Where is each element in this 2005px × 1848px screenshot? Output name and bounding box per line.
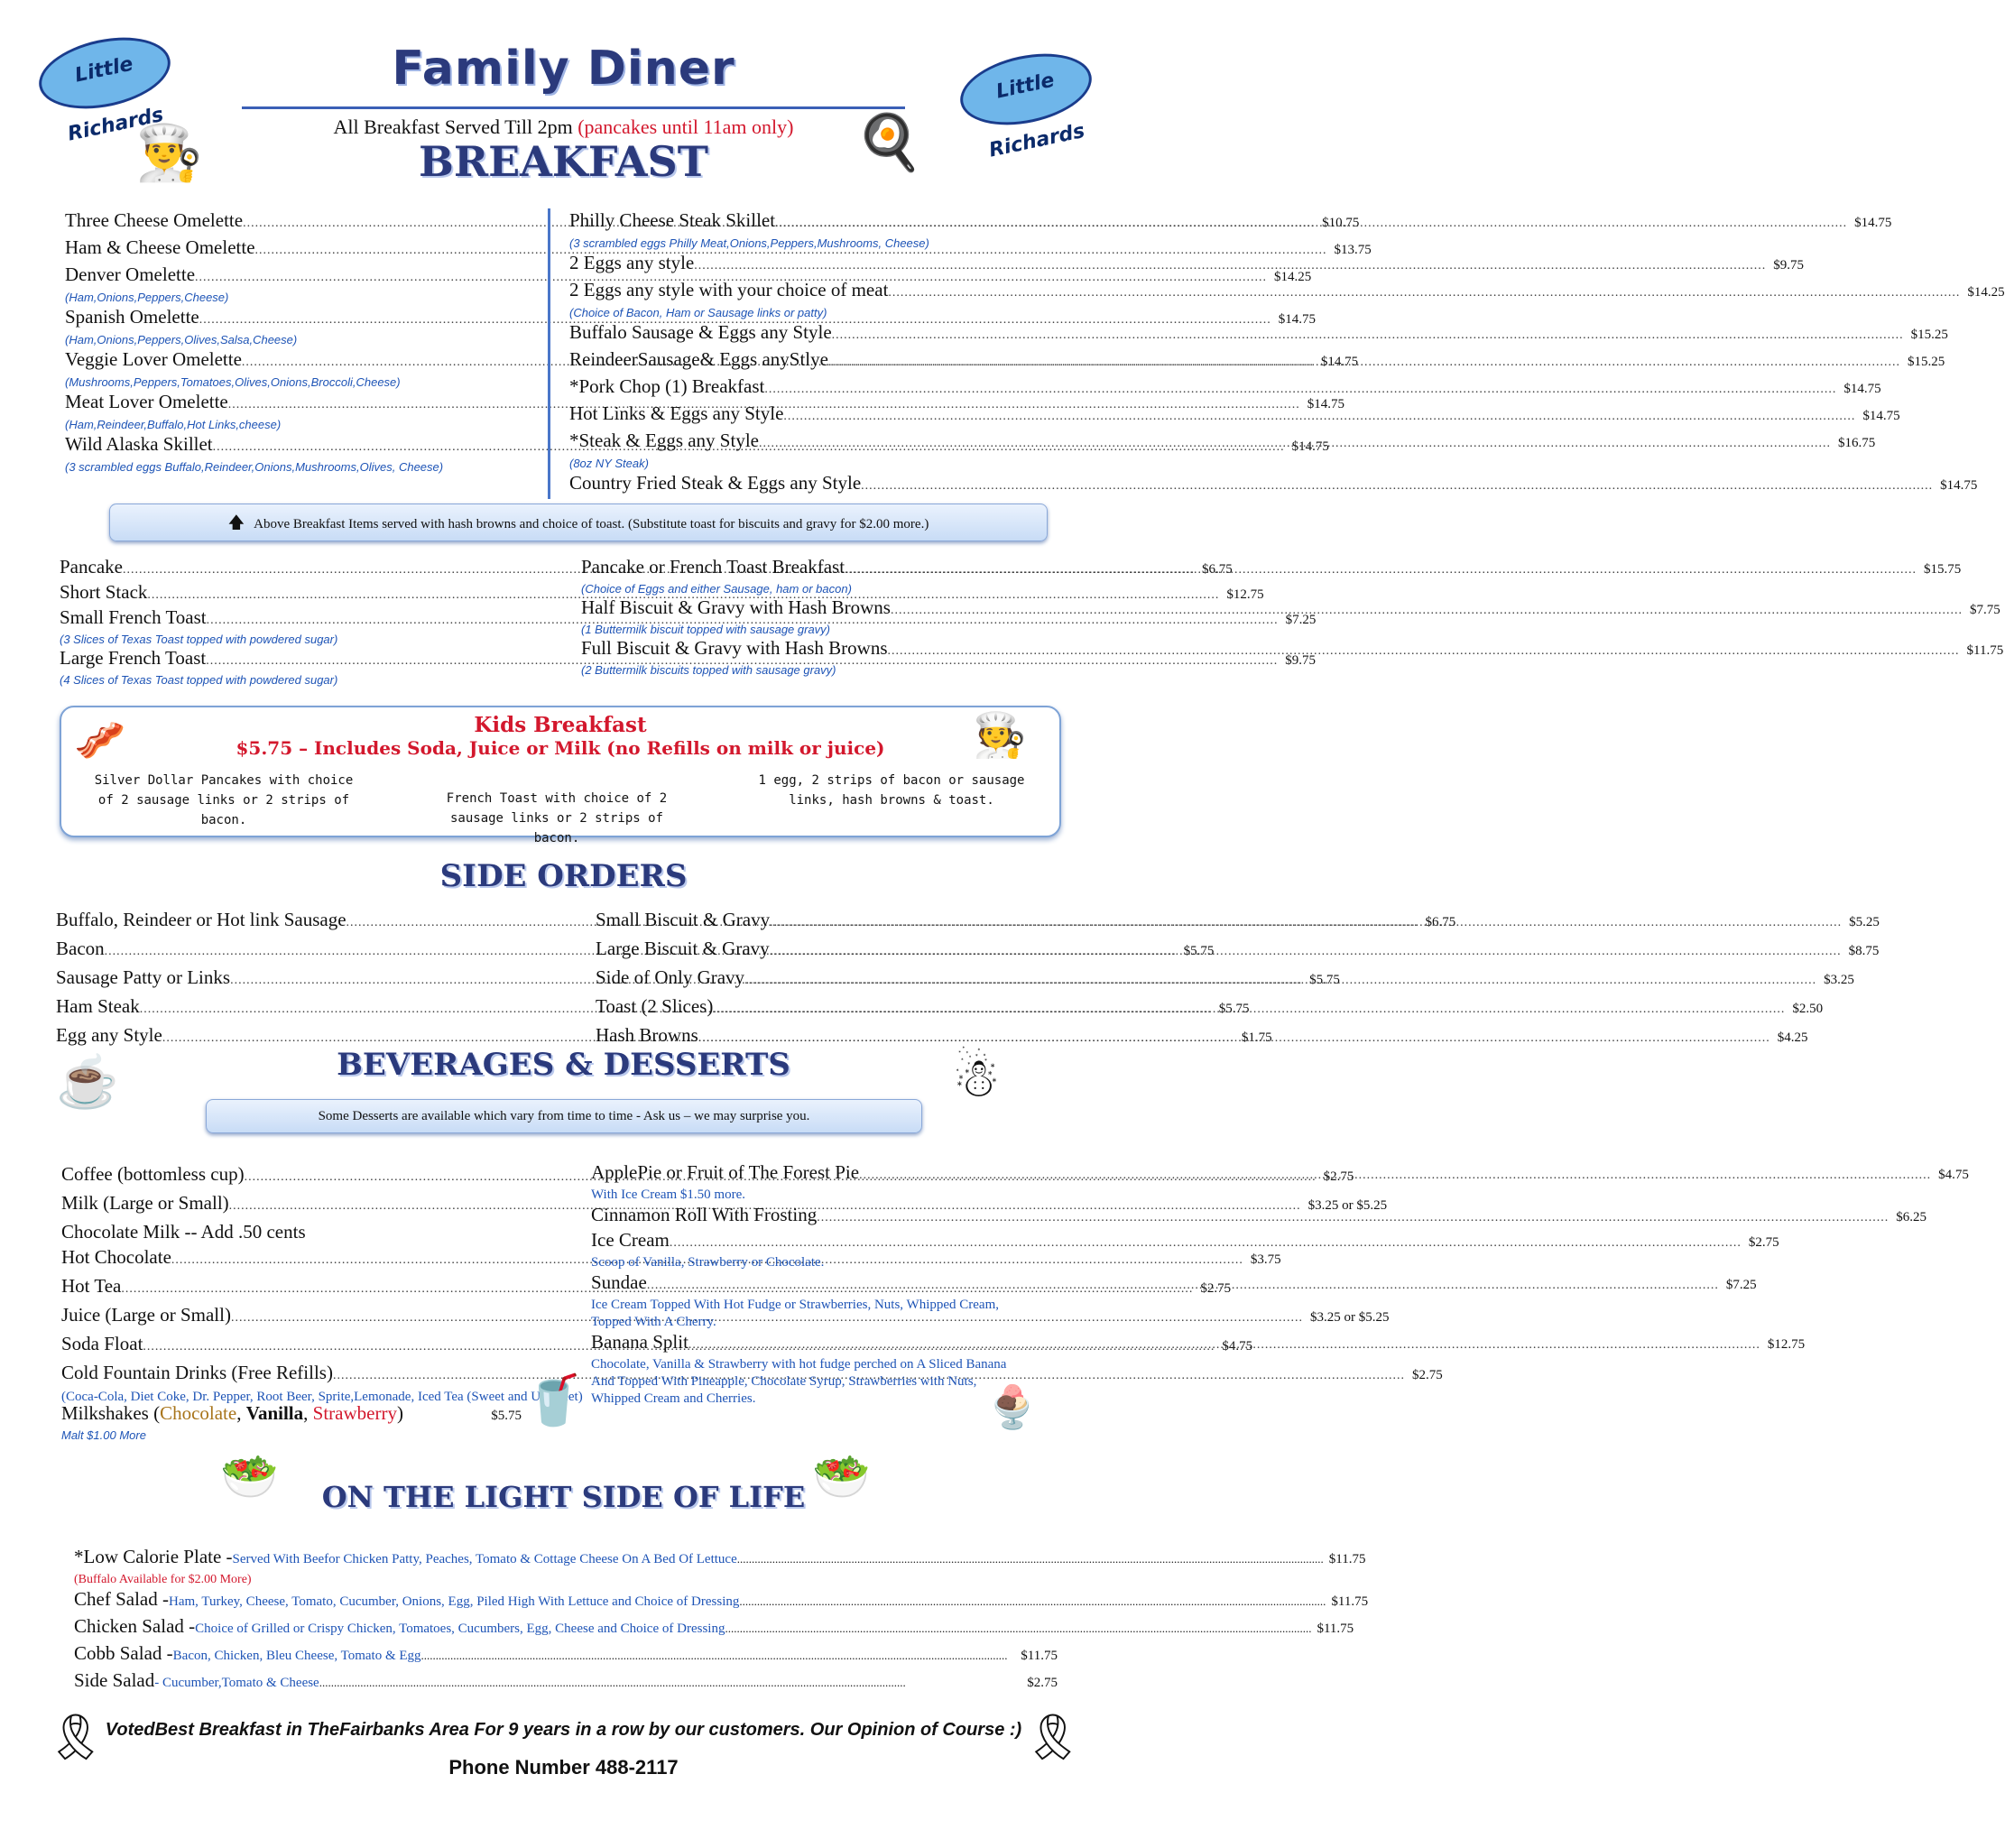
item-name: Chocolate Milk -- Add .50 cents	[61, 1221, 306, 1243]
item-price: $6.25	[1896, 1210, 1926, 1224]
item-name: Short Stack	[60, 581, 148, 603]
hashbrown-note-bar	[109, 504, 1048, 541]
item-price: $3.25 or $5.25	[1307, 1198, 1388, 1213]
ribbon-icon-right: 🎗	[1024, 1712, 1082, 1762]
item-price: $3.25 or $5.25	[1309, 1310, 1390, 1325]
item-price: $5.75	[1218, 1002, 1250, 1016]
item-price: $14.75	[1940, 478, 1978, 493]
kids-option-pancakes: Silver Dollar Pancakes with choice of 2 sausage links or 2 strips of bacon.	[94, 773, 354, 827]
item-name: Large French Toast	[60, 647, 207, 669]
item-name: Cinnamon Roll With Frosting	[591, 1204, 818, 1225]
item-price: $4.25	[1777, 1030, 1808, 1045]
item-name: Soda Float	[61, 1333, 143, 1354]
breakfast-heading: BREAKFAST	[419, 137, 708, 186]
item-name: Three Cheese Omelette	[65, 209, 244, 231]
logo-right: Little Richards	[954, 42, 1098, 135]
served-text: All Breakfast Served Till 2pm	[333, 116, 573, 138]
milkshakes-name: Milkshakes (Chocolate, Vanilla, Strawberry)	[61, 1402, 403, 1424]
item-name: Juice (Large or Small)	[61, 1304, 231, 1326]
light-item-name: Chef Salad -	[74, 1588, 169, 1610]
item-name: Pancake or French Toast Breakfast	[581, 556, 845, 578]
item-note: (Ham,Onions,Peppers,Olives,Salsa,Cheese)	[65, 333, 298, 346]
leader-dots	[817, 1206, 1889, 1229]
item-name: Buffalo Sausage & Eggs any Style	[569, 321, 832, 343]
item-name: Large Biscuit & Gravy	[596, 938, 770, 959]
leader-dots	[670, 1232, 1742, 1254]
banana-split-icon: 🍨	[986, 1384, 1039, 1430]
item-price: $4.75	[1222, 1339, 1253, 1354]
item-note: (1 Buttermilk biscuit topped with sausage gravy)	[581, 623, 831, 636]
kids-option-eggs: 1 egg, 2 strips of bacon or sausage links, hash browns & toast.	[758, 773, 1025, 808]
leader-dots	[713, 997, 1785, 1022]
item-name: Coffee (bottomless cup)	[61, 1163, 245, 1185]
light-item	[74, 1614, 1354, 1641]
leader-dots	[770, 910, 1842, 936]
side-orders-heading: SIDE ORDERS	[439, 858, 688, 894]
item-price: $2.75	[1200, 1281, 1232, 1296]
item-price: $14.75	[1320, 355, 1359, 369]
milkshake-icon: 🥤	[523, 1373, 585, 1428]
item-price: $5.75	[1183, 944, 1215, 958]
coffee-pot-icon: ☕	[56, 1055, 119, 1111]
item-price: $14.25	[1274, 270, 1312, 284]
leader-dots: ........................................................................................................................................................................................................	[420, 1649, 1008, 1662]
item-price: $3.75	[1250, 1252, 1281, 1267]
leader-dots	[744, 968, 1816, 993]
menu-item	[569, 471, 1978, 498]
item-price: $4.75	[1938, 1168, 1969, 1182]
light-item-price: $11.75	[1021, 1649, 1058, 1663]
page-title: Family Diner	[392, 42, 735, 96]
item-name: Ice Cream	[591, 1229, 670, 1251]
item-price: $9.75	[1773, 258, 1804, 273]
item-name: Pancake	[60, 556, 123, 578]
kids-subtitle: $5.75 – Includes Soda, Juice or Milk (no Refills on milk or juice)	[236, 737, 885, 759]
leader-dots	[861, 475, 1933, 498]
item-price: $7.25	[1285, 613, 1317, 627]
item-price: $15.75	[1924, 562, 1962, 577]
item-note: (8oz NY Steak)	[569, 457, 649, 470]
leader-dots	[647, 1274, 1719, 1297]
hashbrown-note: Above Breakfast Items served with hash browns and choice of toast. (Substitute toast for biscuits and gravy for $2.00 more.)	[254, 517, 929, 531]
salad-icon-left: 🥗	[220, 1452, 279, 1503]
milkshakes-label: Milkshakes	[61, 1402, 149, 1424]
leader-dots: ........................................................................................................................................................................................................	[319, 1676, 906, 1689]
leader-dots	[764, 378, 1836, 402]
item-note: Ice Cream Topped With Hot Fudge or Strawberries, Nuts, Whipped Cream, Topped With A Cherry.	[591, 1298, 999, 1329]
item-note: (Ham,Reindeer,Buffalo,Hot Links,cheese)	[65, 418, 282, 431]
item-price: $14.75	[1843, 382, 1881, 396]
menu-item	[569, 320, 1948, 347]
item-price: $11.75	[1966, 643, 2004, 658]
flavor-vanilla: Vanilla	[245, 1402, 304, 1424]
item-note: (Choice of Eggs and either Sausage, ham or bacon)	[581, 582, 852, 596]
light-item	[74, 1545, 1366, 1587]
menu-item	[61, 1219, 522, 1244]
bacon-icon: 🥓	[74, 717, 126, 763]
light-item-price: $11.75	[1331, 1594, 1369, 1609]
light-item-name: Chicken Salad -	[74, 1615, 196, 1637]
milkshakes-price: $5.75	[491, 1409, 522, 1423]
item-name: ReindeerSausage& Eggs anyStlye	[569, 348, 828, 370]
item-name: Small French Toast	[60, 606, 207, 628]
title-rule	[242, 106, 905, 109]
arrow-up-icon: 🡅	[227, 513, 245, 531]
item-name: Sundae	[591, 1271, 647, 1293]
item-name: Small Biscuit & Gravy	[596, 909, 771, 930]
light-item-price: $2.75	[1027, 1676, 1058, 1690]
kids-title: Kids Breakfast	[474, 713, 647, 737]
item-price: $2.50	[1792, 1002, 1824, 1016]
light-side-heading: ON THE LIGHT SIDE OF LIFE	[321, 1480, 806, 1514]
leader-dots	[694, 254, 1766, 278]
item-note: Scoop of Vanilla, Strawberry or Chocolate.	[591, 1255, 825, 1270]
item-price: $16.75	[1837, 436, 1876, 450]
light-item-name: Side Salad	[74, 1669, 155, 1691]
light-item	[74, 1587, 1369, 1614]
snowman-icon: ☃	[952, 1049, 1001, 1108]
leader-dots	[759, 432, 1831, 456]
item-name: Ham & Cheese Omelette	[65, 236, 255, 258]
item-name: Milk (Large or Small)	[61, 1192, 229, 1214]
item-name: Hot Links & Eggs any Style	[569, 402, 784, 424]
item-note: (Mushrooms,Peppers,Tomatoes,Olives,Onions,Broccoli,Cheese)	[65, 375, 401, 389]
egg-icon: 🍳	[855, 113, 923, 172]
leader-dots	[832, 324, 1904, 347]
item-name: Ham Steak	[56, 995, 140, 1017]
item-price: $6.75	[1425, 915, 1456, 929]
pancake-note: (pancakes until 11am only)	[577, 116, 794, 138]
item-note: (2 Buttermilk biscuits topped with sausage gravy)	[581, 663, 836, 677]
logo-left: Little Richards	[32, 26, 177, 119]
item-price: $7.75	[1969, 603, 2000, 617]
item-note: (Coca-Cola, Diet Coke, Dr. Pepper, Root Beer, Sprite,Lemonade, Iced Tea (Sweet and Unsweet)	[61, 1390, 583, 1404]
item-price: $7.25	[1725, 1278, 1757, 1292]
item-price: $5.25	[1849, 915, 1880, 929]
item-price: $6.75	[1201, 562, 1233, 577]
light-item-desc: Choice of Grilled or Crispy Chicken, Tomatoes, Cucumbers, Egg, Cheese and Choice of Dressing	[195, 1622, 725, 1636]
item-note: (3 scrambled eggs Buffalo,Reindeer,Onions,Mushrooms,Olives, Cheese)	[65, 460, 444, 474]
item-name: 2 Eggs any style with your choice of meat	[569, 279, 889, 300]
leader-dots	[888, 282, 1960, 305]
item-name: Hot Chocolate	[61, 1246, 171, 1268]
item-name: Hash Browns	[596, 1024, 698, 1046]
item-price: $14.25	[1967, 285, 2005, 300]
ribbon-icon-left: 🎗	[47, 1712, 105, 1762]
menu-item	[569, 402, 1900, 429]
desserts-note: Some Desserts are available which vary from time to time - Ask us – we may surprise you.	[318, 1109, 810, 1123]
item-name: Side of Only Gravy	[596, 966, 745, 988]
menu-item	[569, 374, 1881, 402]
light-item-price: $11.75	[1317, 1622, 1354, 1636]
leader-dots	[845, 559, 1917, 581]
item-name: Denver Omelette	[65, 263, 196, 285]
item-name: Cold Fountain Drinks (Free Refills)	[61, 1362, 333, 1383]
milkshakes-item	[61, 1401, 522, 1443]
light-item-desc: Bacon, Chicken, Bleu Cheese, Tomato & Egg	[172, 1649, 421, 1663]
leader-dots	[783, 405, 1855, 429]
light-item-desc: - Cucumber,Tomato & Cheese	[154, 1676, 319, 1690]
item-price: $14.75	[1854, 216, 1892, 230]
kids-breakfast-box	[60, 706, 1061, 845]
light-item-desc: Ham, Turkey, Cheese, Tomato, Cucumber, Onions, Egg, Piled High With Lettuce and Choice of Dressing	[168, 1594, 740, 1609]
item-note: (3 Slices of Texas Toast topped with powdered sugar)	[60, 633, 338, 646]
salad-icon-right: 🥗	[812, 1452, 871, 1503]
item-price: $15.25	[1910, 328, 1948, 342]
item-price: $14.75	[1307, 397, 1345, 411]
malt-note: Malt $1.00 More	[61, 1428, 146, 1442]
item-price: $3.25	[1824, 973, 1854, 987]
phone-number: Phone Number 488-2117	[448, 1756, 679, 1779]
item-note: With Ice Cream $1.50 more.	[591, 1187, 746, 1202]
flavor-strawberry: Strawberry	[312, 1402, 397, 1424]
cook-icon: 🧑‍🍳	[973, 712, 1027, 760]
item-price: $5.75	[1309, 973, 1340, 987]
light-item-note: (Buffalo Available for $2.00 More)	[74, 1573, 252, 1586]
leader-dots	[859, 1164, 1931, 1187]
item-price: $12.75	[1767, 1337, 1806, 1352]
light-item-name: Cobb Salad -	[74, 1642, 173, 1664]
item-price: $10.75	[1322, 216, 1360, 230]
item-note: (4 Slices of Texas Toast topped with powdered sugar)	[60, 673, 338, 687]
item-note: (Ham,Onions,Peppers,Cheese)	[65, 291, 229, 304]
item-name: Buffalo, Reindeer or Hot link Sausage	[56, 909, 346, 930]
leader-dots: ........................................................................................................................................................................................................	[725, 1622, 1312, 1635]
desserts-note-bar	[206, 1099, 922, 1133]
flavor-chocolate: Chocolate	[160, 1402, 237, 1424]
item-name: Spanish Omelette	[65, 306, 199, 328]
item-price: $2.75	[1748, 1235, 1779, 1250]
item-note: (Choice of Bacon, Ham or Sausage links or patty)	[569, 306, 827, 319]
leader-dots	[888, 640, 1960, 662]
light-item-desc: Served With Beefor Chicken Patty, Peaches, Tomato & Cottage Cheese On A Bed Of Lettuce	[232, 1552, 737, 1566]
item-name: Meat Lover Omelette	[65, 391, 228, 412]
leader-dots	[828, 351, 1900, 374]
chef-icon: 👨‍🍳	[135, 124, 203, 183]
leader-dots	[891, 599, 1963, 622]
light-side-list	[74, 1545, 1369, 1696]
item-price: $2.75	[1323, 1169, 1354, 1184]
item-name: ApplePie or Fruit of The Forest Pie	[591, 1161, 860, 1183]
item-name: Country Fried Steak & Eggs any Style	[569, 472, 862, 494]
item-price: $2.75	[1411, 1368, 1443, 1382]
leader-dots	[688, 1334, 1760, 1356]
item-price: $14.75	[1278, 312, 1316, 327]
item-price: $12.75	[1226, 587, 1264, 602]
item-price: $8.75	[1848, 944, 1880, 958]
item-name: Hot Tea	[61, 1275, 122, 1297]
item-price: $1.75	[1241, 1030, 1272, 1045]
light-item	[74, 1668, 1058, 1696]
voted-best-text: VotedBest Breakfast in TheFairbanks Area For 9 years in a row by our customers. Our Opinion of Course :)	[105, 1720, 1022, 1740]
item-name: *Steak & Eggs any Style	[569, 430, 759, 451]
light-item-price: $11.75	[1328, 1552, 1366, 1566]
leader-dots: ........................................................................................................................................................................................................	[736, 1552, 1324, 1566]
item-note: (3 scrambled eggs Philly Meat,Onions,Peppers,Mushrooms, Cheese)	[569, 236, 929, 250]
beverages-heading: BEVERAGES & DESSERTS	[337, 1047, 790, 1083]
item-name: Bacon	[56, 938, 105, 959]
item-name: Toast (2 Slices)	[596, 995, 714, 1017]
column-divider	[548, 208, 550, 499]
item-name: Wild Alaska Skillet	[65, 433, 213, 455]
leader-dots	[770, 939, 1842, 965]
light-item	[74, 1641, 1058, 1668]
item-price: $13.75	[1334, 243, 1372, 257]
item-name: Veggie Lover Omelette	[65, 348, 242, 370]
item-name: Egg any Style	[56, 1024, 162, 1046]
item-price: $15.25	[1907, 355, 1945, 369]
item-name: Half Biscuit & Gravy with Hash Browns	[581, 596, 891, 618]
item-note: Chocolate, Vanilla & Strawberry with hot fudge perched on A Sliced Banana And Topped With Pineapple, Chocolate Syrup, Strawberries with Nuts, Whipped Cream and Cherries.	[591, 1357, 1007, 1406]
kids-option-french-toast: French Toast with choice of 2 sausage links or 2 strips of bacon.	[446, 791, 668, 845]
leader-dots: ........................................................................................................................................................................................................	[739, 1594, 1326, 1608]
leader-dots	[775, 212, 1847, 236]
item-name: *Pork Chop (1) Breakfast	[569, 375, 765, 397]
item-name: 2 Eggs any style	[569, 252, 695, 273]
item-price: $14.75	[1862, 409, 1900, 423]
item-price: $14.75	[1291, 439, 1329, 454]
light-item-name: *Low Calorie Plate -	[74, 1546, 233, 1567]
item-name: Philly Cheese Steak Skillet	[569, 209, 776, 231]
item-name: Full Biscuit & Gravy with Hash Browns	[581, 637, 888, 659]
item-name: Sausage Patty or Links	[56, 966, 231, 988]
item-name: Banana Split	[591, 1331, 688, 1353]
item-price: $9.75	[1285, 653, 1316, 668]
